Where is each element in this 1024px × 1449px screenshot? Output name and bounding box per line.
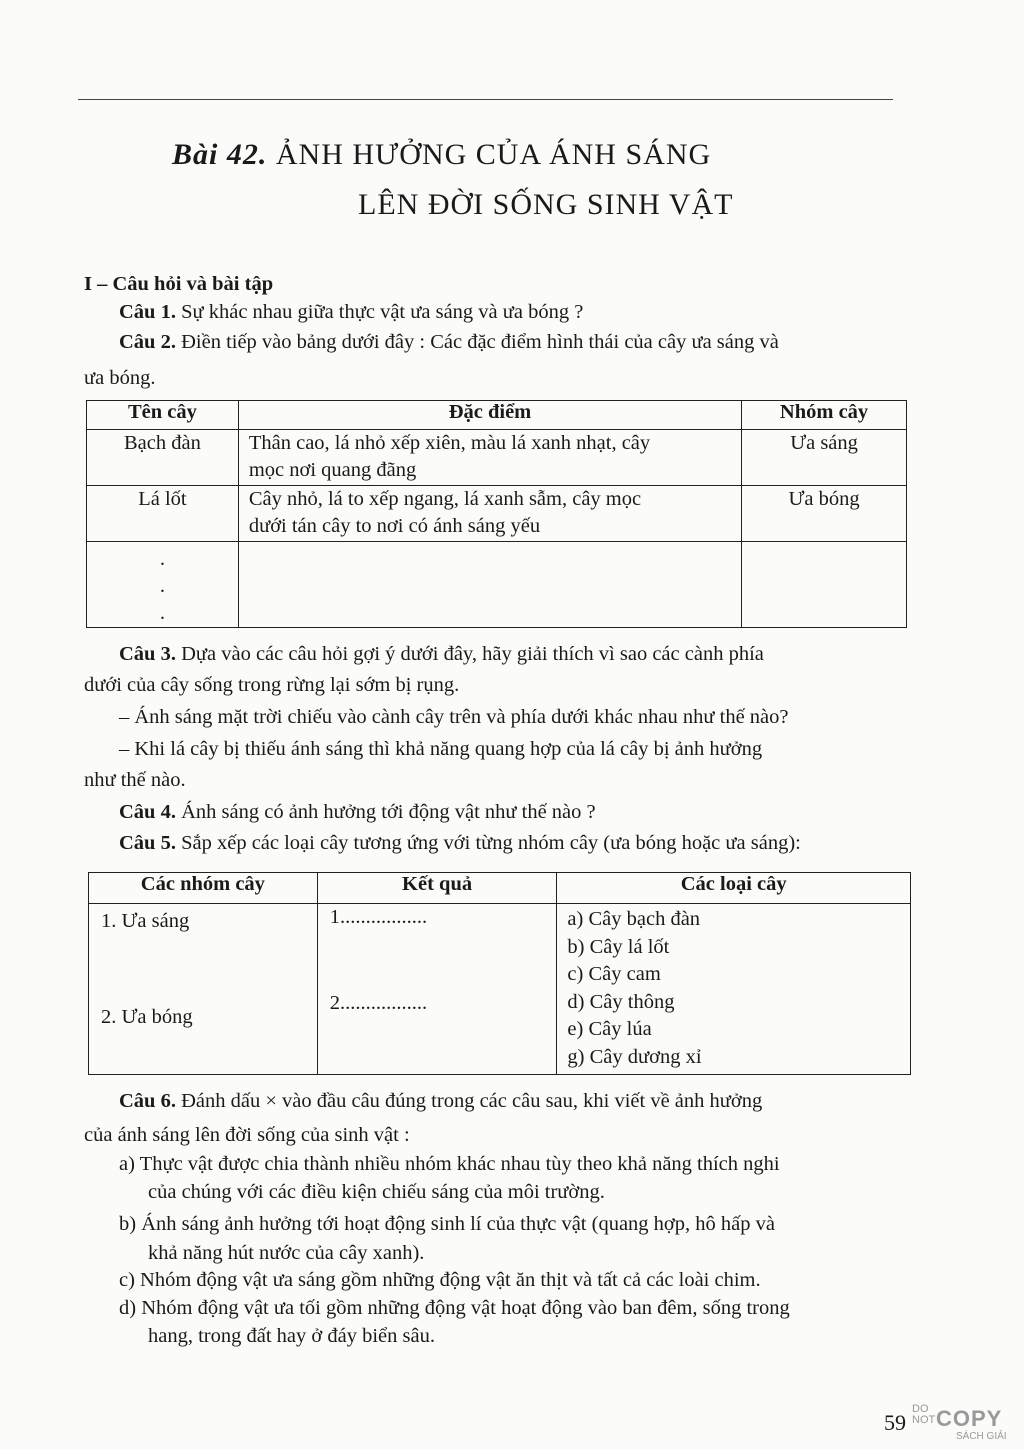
table-row <box>87 486 907 542</box>
table2-header-result: Kết quả <box>317 873 557 904</box>
question-6 <box>119 1087 762 1116</box>
q6-option-d-cont: hang, trong đất hay ở đáy biển sâu. <box>148 1325 435 1347</box>
table-plant-features <box>86 400 907 628</box>
table-row <box>87 430 907 486</box>
table1-cell-name: Bạch đàn <box>87 430 239 486</box>
table1-blank-feature <box>238 542 741 628</box>
q3-text-cont: dưới của cây sống trong rừng lại sớm bị rụng. <box>84 674 460 696</box>
q3-hint-1: – Ánh sáng mặt trời chiếu vào cành cây trên và phía dưới khác nhau như thế nào? <box>119 706 789 728</box>
lesson-title-line2: LÊN ĐỜI SỐNG SINH VẬT <box>358 188 734 221</box>
table1-header-row <box>87 401 907 430</box>
q6-option-a: a) Thực vật được chia thành nhiều nhóm khác nhau tùy theo khả năng thích nghi <box>119 1153 780 1175</box>
question-5 <box>119 829 801 858</box>
list-item: c) Cây cam <box>567 963 661 985</box>
q6-text: Đánh dấu × vào đầu câu đúng trong các câu sau, khi viết về ảnh hưởng <box>181 1090 763 1112</box>
question-2 <box>119 328 779 357</box>
table1-header-group: Nhóm cây <box>742 401 907 430</box>
table2-cell-plants <box>557 904 911 1075</box>
q4-label: Câu 4. <box>119 801 176 823</box>
group-2: 2. Ưa bóng <box>101 1006 193 1028</box>
dot: . <box>159 602 165 624</box>
q1-text: Sự khác nhau giữa thực vật ưa sáng và ưa bóng ? <box>181 301 584 323</box>
watermark-do-not <box>912 1404 935 1426</box>
watermark-line2: NOT <box>912 1414 936 1426</box>
result-2: 2................. <box>329 992 428 1014</box>
table1-header-name: Tên cây <box>87 401 239 430</box>
list-item: g) Cây dương xỉ <box>567 1045 702 1068</box>
table1-cell-group: Ưa sáng <box>742 430 907 486</box>
lesson-title-line1 <box>172 138 711 172</box>
q3-hint-2-cont: như thế nào. <box>84 769 186 791</box>
watermark-brand: COPY <box>936 1406 1003 1431</box>
question-3 <box>119 640 764 669</box>
q2-text-cont: ưa bóng. <box>84 367 156 389</box>
table-plant-groups <box>88 872 911 1075</box>
watermark-logo <box>912 1404 1012 1444</box>
list-item: a) Cây bạch đàn <box>567 908 701 930</box>
q6-option-c: c) Nhóm động vật ưa sáng gồm những động vật ăn thịt và tất cả các loài chim. <box>119 1269 761 1291</box>
q1-label: Câu 1. <box>119 301 176 323</box>
result-1: 1................. <box>329 906 428 928</box>
table1-header-feature: Đặc điểm <box>238 401 741 430</box>
q4-text: Ánh sáng có ảnh hưởng tới động vật như thế nào ? <box>181 801 596 823</box>
q5-text: Sắp xếp các loại cây tương ứng với từng nhóm cây (ưa bóng hoặc ưa sáng): <box>181 832 801 854</box>
table1-blank-group <box>742 542 907 628</box>
dot: . <box>159 575 165 597</box>
q5-label: Câu 5. <box>119 832 176 854</box>
list-item: e) Cây lúa <box>567 1018 652 1040</box>
feature-line: mọc nơi quang đãng <box>248 459 417 481</box>
feature-line: Cây nhỏ, lá to xếp ngang, lá xanh sẫm, cây mọc <box>248 488 642 510</box>
q6-label: Câu 6. <box>119 1090 176 1112</box>
table1-cell-group: Ưa bóng <box>742 486 907 542</box>
page-number: 59 <box>884 1410 906 1435</box>
feature-line: Thân cao, lá nhỏ xếp xiên, màu lá xanh nhạt, cây <box>248 432 651 454</box>
lesson-number: Bài 42. <box>172 138 268 171</box>
list-item: b) Cây lá lốt <box>567 935 670 958</box>
question-4 <box>119 798 596 827</box>
header-rule <box>78 99 893 100</box>
watermark-sub: SÁCH GIẢI <box>956 1431 1007 1442</box>
table1-cell-name: Lá lốt <box>87 486 239 542</box>
table1-cell-feature <box>238 486 741 542</box>
q6-option-d: d) Nhóm động vật ưa tối gồm những động vật hoạt động vào ban đêm, sống trong <box>119 1297 790 1319</box>
q6-option-b-cont: khả năng hút nước của cây xanh). <box>148 1242 425 1264</box>
list-item: d) Cây thông <box>567 990 675 1013</box>
table1-blank-name <box>87 542 239 628</box>
table-row-blank <box>87 542 907 628</box>
q3-hint-2: – Khi lá cây bị thiếu ánh sáng thì khả năng quang hợp của lá cây bị ảnh hưởng <box>119 738 763 760</box>
q2-label: Câu 2. <box>119 331 176 353</box>
q6-text-cont: của ánh sáng lên đời sống của sinh vật : <box>84 1124 410 1146</box>
table2-cell-groups <box>89 904 318 1075</box>
q3-label: Câu 3. <box>119 643 176 665</box>
q2-text: Điền tiếp vào bảng dưới đây : Các đặc điểm hình thái của cây ưa sáng và <box>181 331 779 353</box>
title-text-1: ẢNH HƯỞNG CỦA ÁNH SÁNG <box>275 138 712 171</box>
group-1: 1. Ưa sáng <box>101 910 190 932</box>
q6-option-b: b) Ánh sáng ảnh hưởng tới hoạt động sinh lí của thực vật (quang hợp, hô hấp và <box>119 1213 775 1235</box>
table2-header-groups: Các nhóm cây <box>89 873 318 904</box>
table2-header-row <box>89 873 911 904</box>
section-heading: I – Câu hỏi và bài tập <box>84 273 274 295</box>
q6-option-a-cont: của chúng với các điều kiện chiếu sáng của môi trường. <box>148 1181 605 1203</box>
watermark-line1: DO <box>912 1403 929 1415</box>
feature-line: dưới tán cây to nơi có ánh sáng yếu <box>248 515 541 537</box>
question-1 <box>119 298 583 327</box>
table2-cell-result <box>317 904 557 1075</box>
table-row <box>89 904 911 1075</box>
q3-text: Dựa vào các câu hỏi gợi ý dưới đây, hãy giải thích vì sao các cành phía <box>181 643 764 665</box>
dot: . <box>159 548 165 570</box>
table2-header-plants: Các loại cây <box>557 873 911 904</box>
table1-cell-feature <box>238 430 741 486</box>
